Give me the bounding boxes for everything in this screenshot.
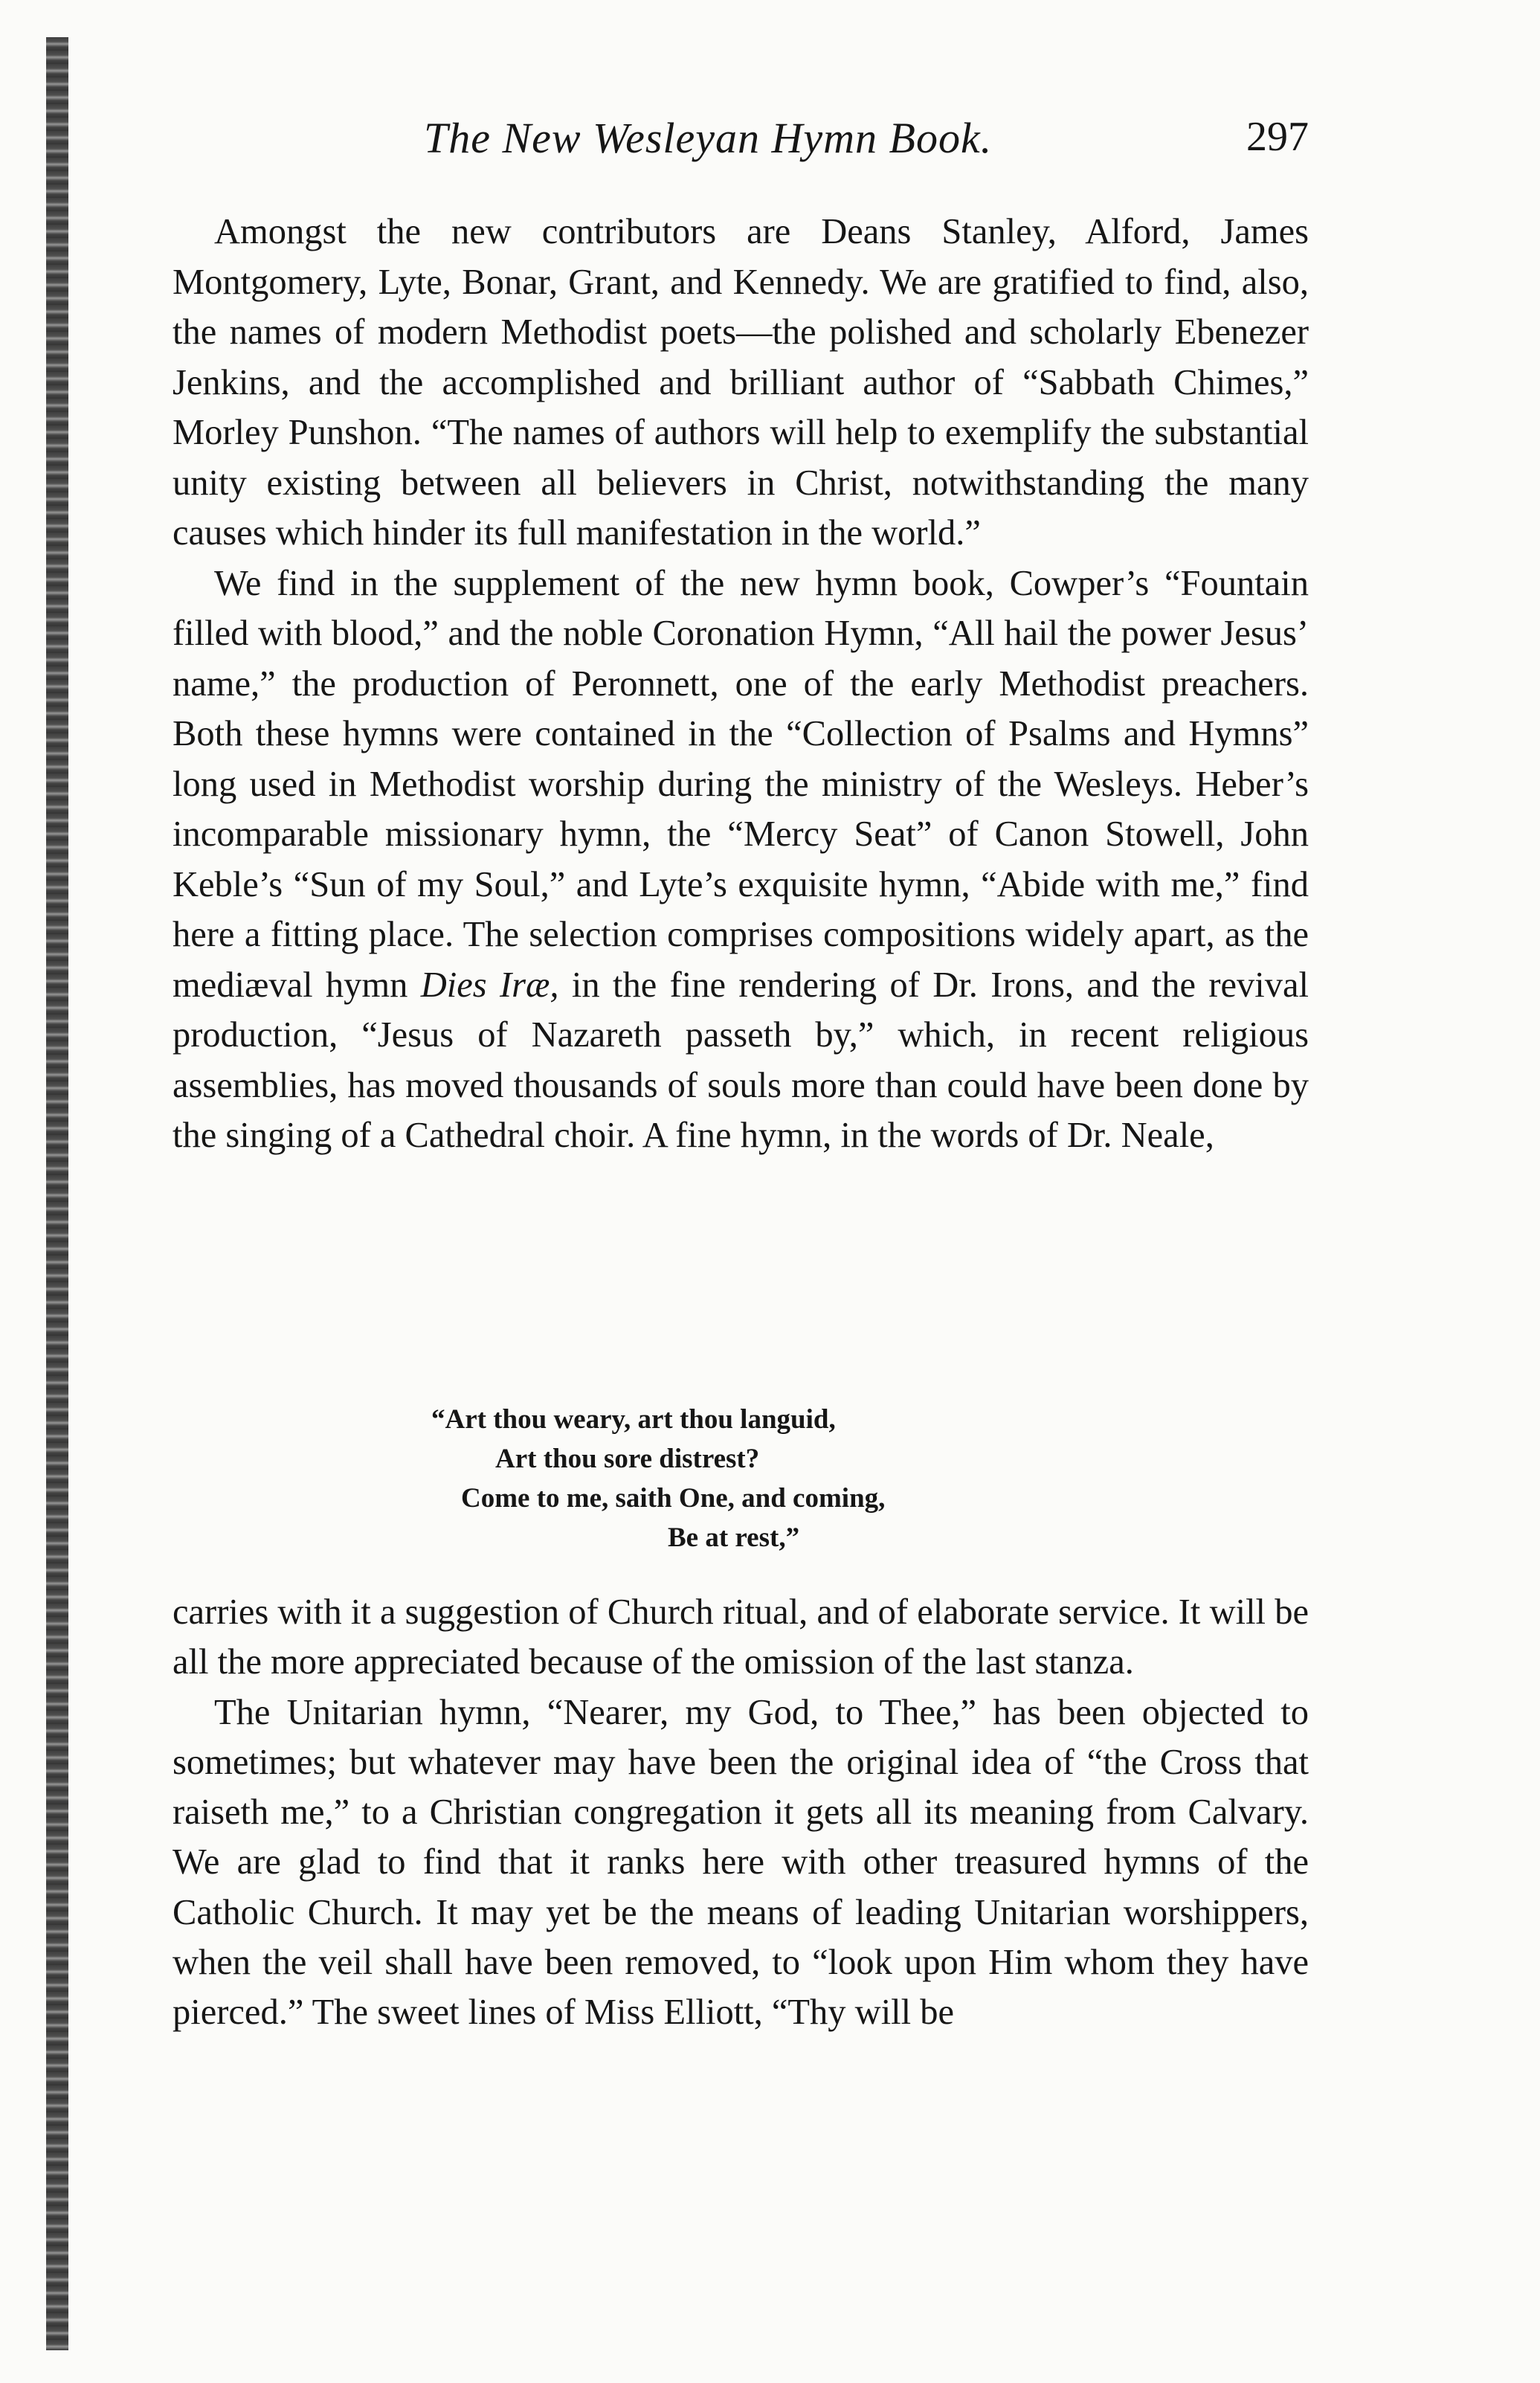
verse-line: “Art thou weary, art thou languid, bbox=[431, 1404, 836, 1435]
paragraph-unitarian-hymn: The Unitarian hymn, “Nearer, my God, to Thee,” has been objected to sometimes; but whatever may have been the original idea of “the Cross that raiseth me,” to a Christian congregation it gets all its meaning from Calvary. We are glad to find that it ranks here with other treasured hymns of the Catholic Church. It may yet be the means of leading Unitarian worshippers, when the veil shall have been removed, to “look upon Him whom they have pierced.” The sweet lines of Miss Elliott, “Thy will be bbox=[173, 1692, 1309, 2033]
paragraph-ritual: carries with it a suggestion of Church ritual, and of elaborate service. It will be all the more appreciated because of the omission of the last stanza. bbox=[173, 1592, 1309, 1682]
page-number: 297 bbox=[1246, 114, 1309, 160]
running-title: The New Wesleyan Hymn Book. bbox=[424, 114, 993, 162]
lower-body-text bbox=[173, 1587, 1309, 2038]
paragraph-contributors: Amongst the new contributors are Deans Stanley, Alford, James Montgomery, Lyte, Bonar, Grant, and Kennedy. We are gratified to find, also, the names of modern Methodist poets—the polished and scholarly Ebenezer Jenkins, and the accomplished and brilliant author of “Sabbath Chimes,” Morley Punshon. “The names of authors will help to exemplify the substantial unity existing between all believers in Christ, notwithstanding the many causes which hinder its full manifestation in the world.” bbox=[173, 212, 1309, 553]
paragraph-supplement-part-a: We find in the supplement of the new hymn book, Cowper’s “Fountain filled with blood,” and the noble Coronation Hymn, “All hail the power Jesus’ name,” the production of Peronnett, one of the early Methodist preachers. Both these hymns were contained in the “Collection of Psalms and Hymns” long used in Methodist worship during the ministry of the Wesleys. Heber’s incomparable missionary hymn, the “Mercy Seat” of Canon Stowell, John Keble’s “Sun of my Soul,” and Lyte’s exquisite hymn, “Abide with me,” find here a fitting place. The selection comprises compositions widely apart, as the mediæval hymn bbox=[173, 563, 1309, 1005]
binding-edge bbox=[46, 37, 68, 2350]
verse-quotation bbox=[431, 1400, 885, 1557]
hymn-title-dies-irae: Dies Iræ, bbox=[420, 965, 559, 1005]
body-text bbox=[173, 207, 1309, 1161]
verse-line: Come to me, saith One, and coming, bbox=[461, 1483, 886, 1514]
paragraph-supplement bbox=[173, 559, 1309, 1161]
paragraph-supplement-part-b: in the fine rendering of Dr. Irons, and the revival production, “Jesus of Nazareth passeth by,” which, in recent religious assemblies, has moved thousands of souls more than could have been done by the singing of a Cathedral choir. A fine hymn, in the words of Dr. Neale, bbox=[173, 965, 1309, 1155]
running-head bbox=[171, 113, 1309, 173]
verse-line: Art thou sore distrest? bbox=[495, 1444, 760, 1474]
verse-line: Be at rest,” bbox=[668, 1522, 800, 1553]
